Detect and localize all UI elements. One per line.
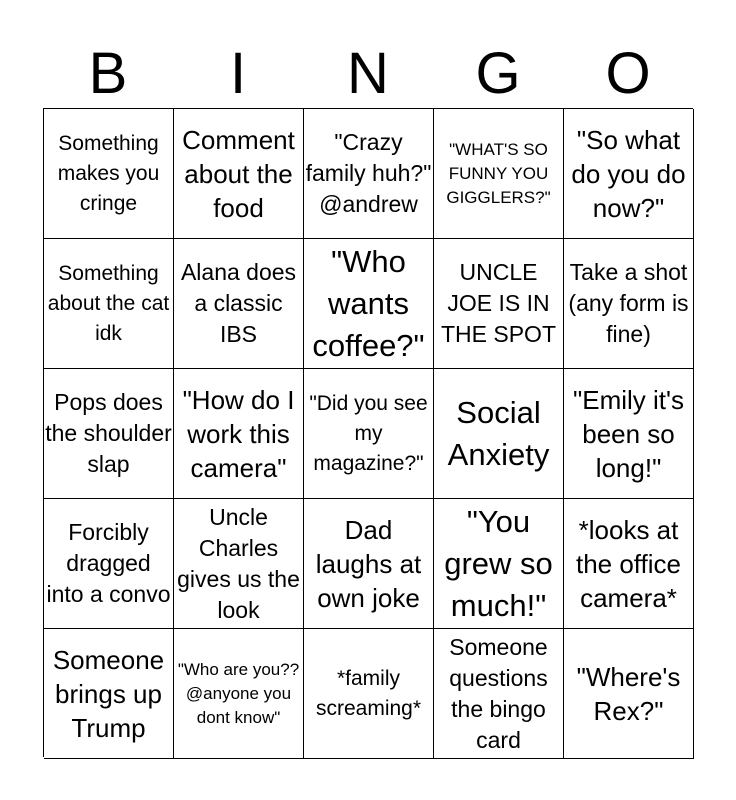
bingo-cell[interactable] [564, 499, 694, 629]
cell-text: Pops does the shoulder slap [45, 389, 172, 477]
bingo-cell[interactable] [434, 109, 564, 239]
cell-text: "You grew so much!" [444, 503, 553, 623]
cell-text: "Who are you?? @anyone you dont know" [177, 659, 300, 727]
bingo-cell[interactable] [44, 369, 174, 499]
bingo-cell[interactable] [174, 499, 304, 629]
bingo-cell[interactable] [174, 109, 304, 239]
bingo-title [43, 40, 693, 108]
cell-text: Something about the cat idk [47, 261, 170, 345]
bingo-cell[interactable] [434, 369, 564, 499]
bingo-cell[interactable] [174, 369, 304, 499]
cell-text: Someone questions the bingo card [449, 633, 548, 753]
bingo-grid [43, 108, 693, 757]
cell-text: "Crazy family huh?" @andrew [305, 129, 432, 217]
title-letter-g: G [475, 41, 521, 106]
cell-text: Someone brings up Trump [52, 644, 165, 743]
bingo-cell[interactable] [304, 239, 434, 369]
bingo-cell[interactable] [174, 629, 304, 759]
bingo-cell[interactable] [174, 239, 304, 369]
cell-text: Forcibly dragged into a convo [46, 519, 171, 607]
cell-text: Comment about the food [182, 124, 295, 223]
bingo-cell[interactable] [44, 109, 174, 239]
bingo-cell[interactable] [434, 629, 564, 759]
cell-text: Alana does a classic IBS [180, 259, 297, 347]
bingo-cell[interactable] [44, 499, 174, 629]
cell-text: *looks at the office camera* [575, 514, 682, 613]
cell-text: "WHAT'S SO FUNNY YOU GIGGLERS?" [446, 139, 551, 207]
cell-text: "Emily it's been so long!" [573, 384, 684, 483]
title-letter-b: B [88, 41, 128, 106]
bingo-cell[interactable] [304, 629, 434, 759]
bingo-cell[interactable] [44, 239, 174, 369]
bingo-cell[interactable] [44, 629, 174, 759]
bingo-cell[interactable] [304, 369, 434, 499]
cell-text: "How do I work this camera" [182, 384, 295, 483]
cell-text: Social Anxiety [447, 394, 550, 472]
cell-text: *family screaming* [315, 666, 422, 720]
bingo-cell[interactable] [564, 369, 694, 499]
cell-text: "So what do you do now?" [571, 124, 686, 223]
title-letter-n: N [347, 41, 389, 106]
bingo-cell[interactable] [564, 629, 694, 759]
bingo-cell[interactable] [304, 109, 434, 239]
bingo-cell[interactable] [564, 109, 694, 239]
cell-text: "Who wants coffee?" [312, 243, 425, 363]
cell-text: Uncle Charles gives us the look [177, 503, 300, 623]
cell-text: "Did you see my magazine?" [309, 391, 428, 475]
bingo-cell[interactable] [434, 499, 564, 629]
cell-text: UNCLE JOE IS IN THE SPOT [440, 259, 556, 347]
bingo-cell[interactable] [434, 239, 564, 369]
cell-text: Something makes you cringe [57, 131, 160, 215]
cell-text: "Where's Rex?" [576, 661, 681, 726]
title-letter-i: I [229, 41, 247, 106]
bingo-cell[interactable] [304, 499, 434, 629]
title-letter-o: O [605, 41, 651, 106]
cell-text: Take a shot (any form is fine) [568, 259, 689, 347]
bingo-cell[interactable] [564, 239, 694, 369]
cell-text: Dad laughs at own joke [315, 514, 422, 613]
